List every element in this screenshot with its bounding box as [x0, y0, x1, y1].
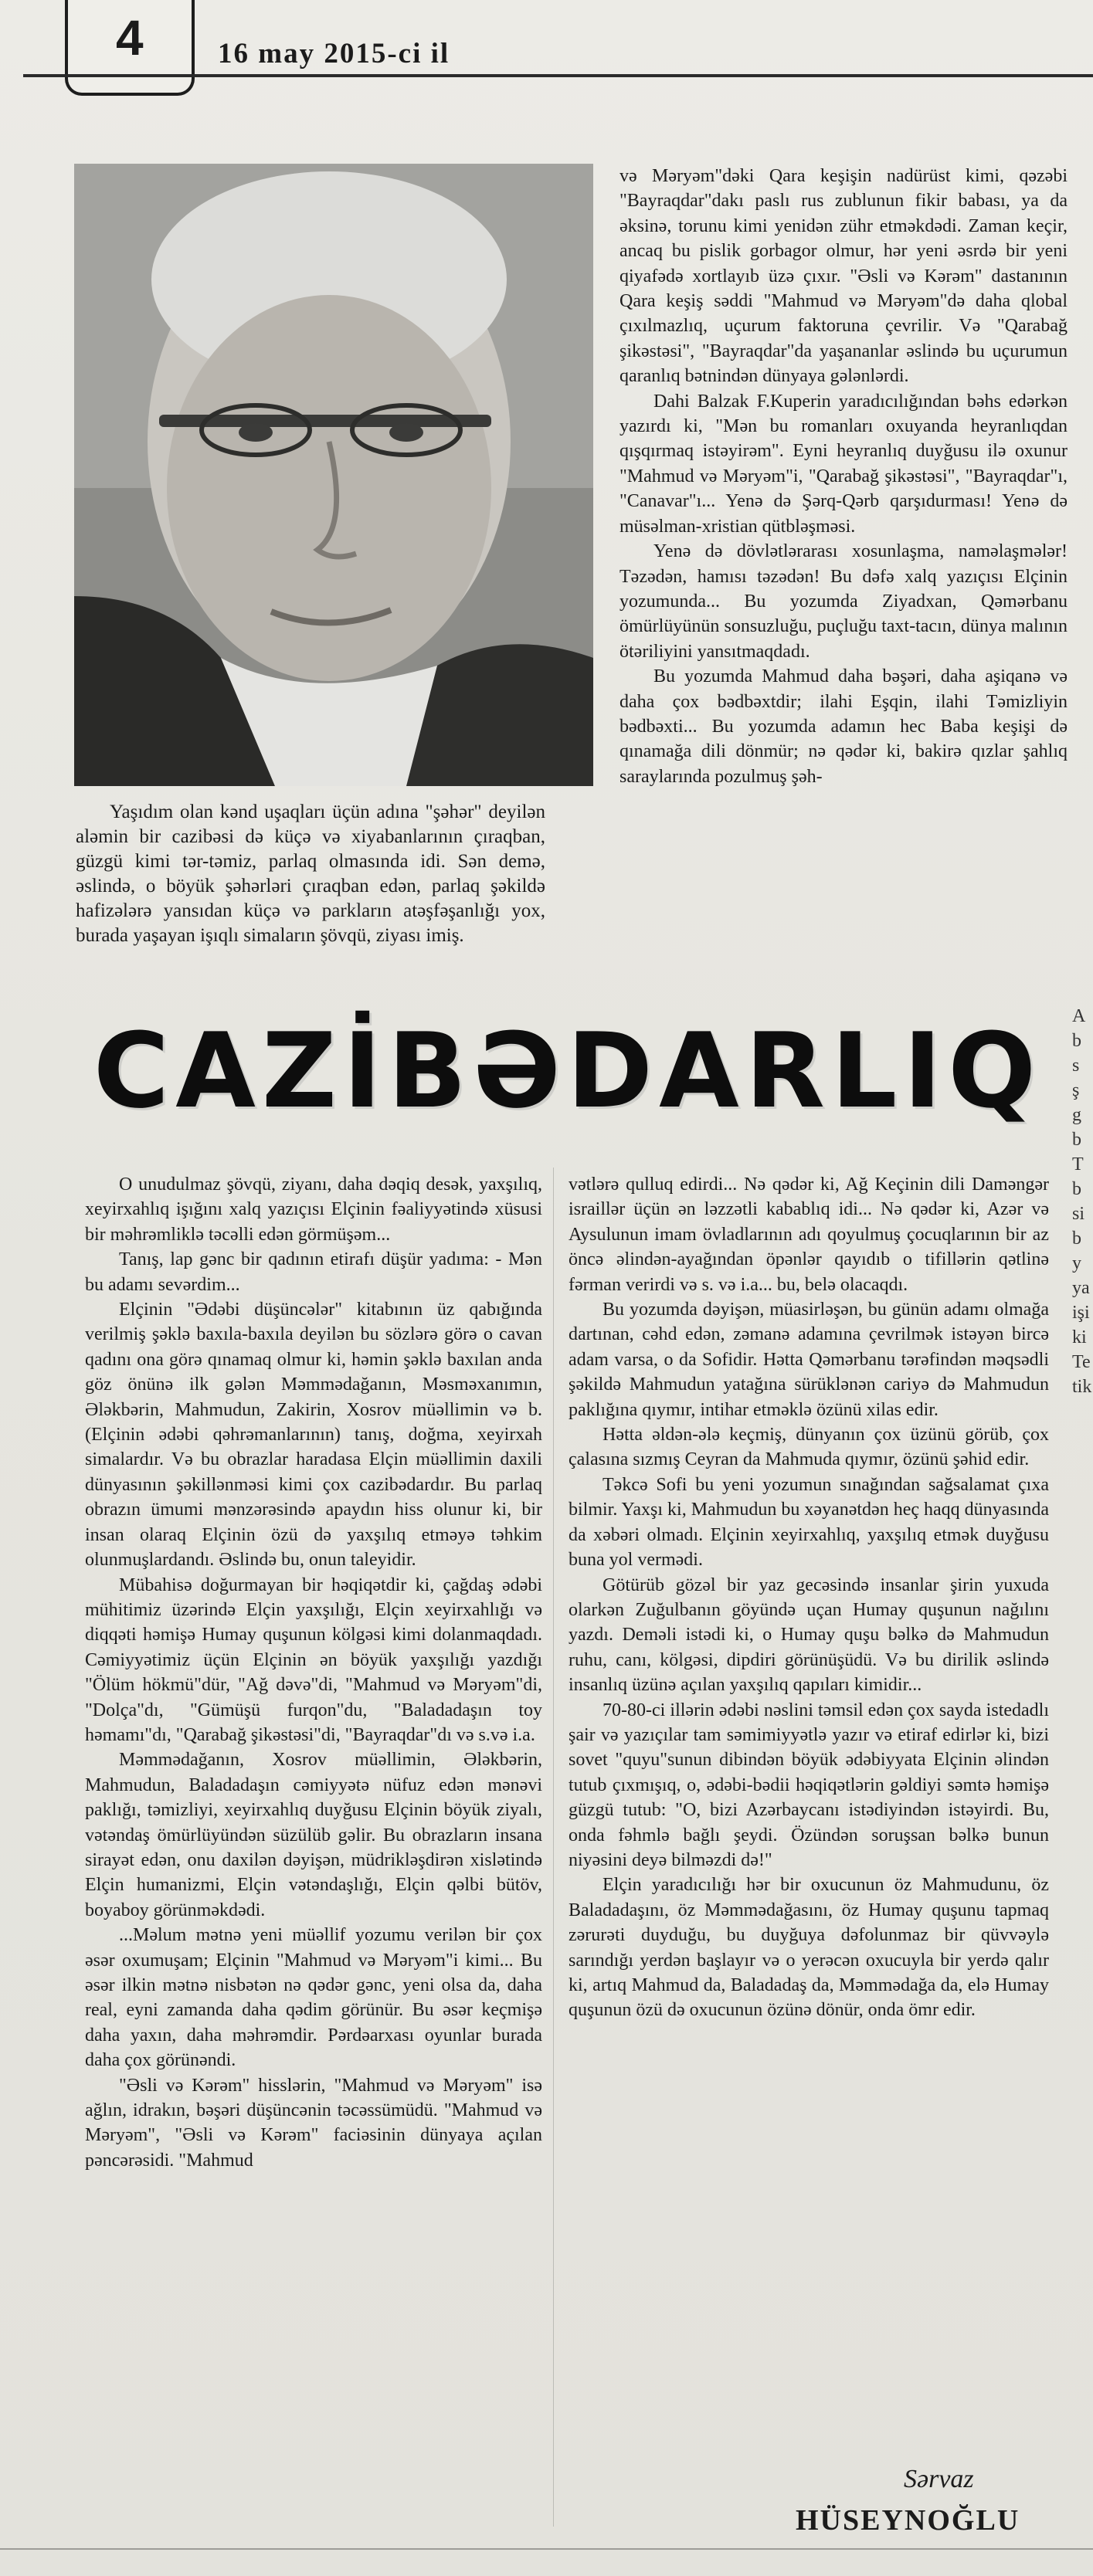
paragraph: ...Məlum mətnə yeni müəllif yozumu verilən bir çox əsər oxumuşam; Elçinin "Mahmud və Məryəm"i kimi... Bu əsər ilkin mətnə nisbətən nə qədər gənc, yeni olsa da, daha real, eyni zamanda daha qədim görünür. Bu əsər keçmişə daha yaxın, daha məhrəmdir. Pərdəarxası oyunlar burada daha çox görünəndi. — [85, 1925, 542, 2071]
edge-fragment: tik — [1072, 1377, 1092, 1397]
edge-fragment: g — [1072, 1105, 1081, 1125]
paragraph: vətlərə qulluq edirdi... Nə qədər ki, Ağ Keçinin dili Daməngər israillər üçün ən ləzzətli kabablıq idi... Nə qədər ki, Azər və Aysulunun imam övladlarının adı qoyulmuş çocuqlarının bir az öncə əlindən-ayağından öpənlər qayıdıb o tifillərin qətlinə fərman verirdi və s. və i.a... bu, belə olacaqdı. — [569, 1174, 1049, 1295]
paragraph: Bu yozumda dəyişən, müasirləşən, bu günün adamı olmağa dartınan, cəhd edən, zəmanə adamına çevrilmək istəyən bircə adam varsa, o da Sofidir. Hətta Qəmərbanu tərəfindən məqsədli şəkildə Mahmudun yatağına sürüklənən cariyə də Mahmudun paklığına qıymır, intihar etməklə özünü xilas edir. — [569, 1300, 1049, 1420]
paragraph: Mübahisə doğurmayan bir həqiqətdir ki, çağdaş ədəbi mühitimiz üzərində Elçin yaxşılığı, Elçin xeyirxahlığı və diqqəti həmişə Humay quşunun kölgəsi kimi dolanmaqdadı. Cəmiyyətimiz üçün Elçinin ən böyük yaxşılığı yazdığı "Ölüm hökmü"dür, "Ağ dəvə"di, "Mahmud və Məryəm"di, "Dolça"dı, "Gümüşü furqon"du, "Baladadaşın toy həmamı"dı, "Qarabağ şikəstəsi"di, "Bayraqdar"dı və s.və i.a. — [85, 1574, 542, 1745]
paragraph: Hətta əldən-ələ keçmiş, dünyanın çox üzünü görüb, çox çalasına sızmış Ceyran da Mahmuda qıymır, özünü şəhid edir. — [569, 1425, 1049, 1470]
paragraph: "Əsli və Kərəm" hisslərin, "Mahmud və Məryəm" isə ağlın, idrakın, bəşəri düşüncənin təcəssümüdü. "Mahmud və Məryəm", "Əsli və Kərəm" faciəsinin dünyaya açılan pəncərəsidi. "Mahmud — [85, 2075, 542, 2171]
paragraph: Elçin yaradıcılığı hər bir oxucunun öz Mahmudunu, öz Baladadaşını, öz Məmmədağasını, öz Humay quşunu tapmaq zərurəti duyduğu, bu duyğuya dəfolunmaz bir qüvvəylə sarındığı yerdən başlayır və o yerəcən oxucuyla bir yerdə qalır ki, artıq Mahmud da, Baladadaş da, Məmmədağa da, elə Humay quşunun özü də oxucunun özünə dönür, onda ömr edir. — [569, 1875, 1049, 2021]
edge-fragment: ki — [1072, 1327, 1087, 1347]
left-column — [85, 1172, 542, 2173]
edge-fragment: b — [1072, 1179, 1081, 1199]
paragraph: Götürüb gözəl bir yaz gecəsində insanlar şirin yuxuda olarkən Zuğulbanın göyündə uçan Humay quşunun nağılını yazdı. Deməli istədi ki, o Humay quşu bəlkə də Mahmudun ruhu, canı, kölgəsi, dipdiri görünüşüdü. Və bu dirilik əslində insanlıq üzünə açılan yaxşılıq qapıları kimidir... — [569, 1574, 1049, 1696]
edge-fragment: s — [1072, 1056, 1080, 1076]
author-first-name: Sərvaz — [904, 2465, 974, 2493]
paragraph: Yenə də dövlətlərarası xosunlaşma, naməlaşmələr! Təzədən, hamısı təzədən! Bu dəfə xalq yazıçısı Elçinin yozumunda... Bu yozumda Ziyadxan, Qəmərbanu ömürlüyünün sonsuzluğu, puçluğu taxt-tacın, dünya malının ötəriliyini yansıtmaqdadı. — [619, 541, 1068, 662]
paragraph: 70-80-ci illərin ədəbi nəslini təmsil edən çox sayda istedadlı şair və yazıçılar tam səmimiyyətlə yazır və etiraf edirlər ki, bizi sovet "quyu"sunun dibindən böyük ədəbiyyata Elçinin əlindən tutub çıxmışıq, o, ədəbi-bədii həqiqətlərin gəldiyi səmtə həmişə güzgü tutub: "O, bizi Azərbaycanı istədiyindən istəyirdi. Bu, onda fəhmlə bağlı şeydi. Özündən soruşsan bəlkə bunun niyəsini deyə bilməzdi də!" — [569, 1700, 1049, 1870]
portrait-photo — [74, 164, 593, 786]
edge-fragment: işi — [1072, 1303, 1090, 1323]
paragraph: Məmmədağanın, Xosrov müəllimin, Ələkbərin, Mahmudun, Baladadaşın cəmiyyətə nüfuz edən mənəvi paklığı, təmizliyi, xeyirxahlıq duyğusu Elçinin böyük ziyalı, vətəndaş ömürlüyündən süzülüb gəlir. Bu obrazların insana sirayət edən, onu daxilən dəyişən, müdrikləşdirən xislətində Elçin humanizmi, Elçin vətəndaşlığı, Elçin qəlbi bütöv, boyaboy görünməkdədi. — [85, 1750, 542, 1920]
paragraph: və Məryəm"dəki Qara keşişin nadürüst kimi, qəzəbi "Bayraqdar"dakı paslı rus zublunun fikir babası, ya da əksinə, torunu kimi yenidən zühr etməkdədi. Zaman keçir, ancaq bu pislik gorbagor olmur, hər yeni əsrdə bir yeni qiyafədə xortlayıb üzə çıxır. "Əsli və Kərəm" dastanının Qara keşiş səddi "Mahmud və Məryəm"də daha qlobal çıxılmazlıq, uçurum faktoruna çevrilir. Və "Qarabağ şikəstəsi", "Bayraqdar"da yaşananlar əslində bu uçurumun qaranlıq bətnindən dünyaya gələnlərdi. — [619, 166, 1068, 387]
edge-fragment: A — [1072, 1006, 1086, 1026]
column-divider — [553, 1168, 554, 2527]
edge-fragment: b — [1072, 1031, 1081, 1051]
edge-fragment: Te — [1072, 1352, 1091, 1372]
caption-text: Yaşıdım olan kənd uşaqları üçün adına "şəhər" deyilən aləmin bir cazibəsi də küçə və xiyabanlarının çıraqban, güzgü kimi tər-təmiz, parlaq olmasında idi. Sən demə, əslində, o böyük şəhərləri çıraqban edən, parlaq şəkildə hafizələrə yansıdan küçə və parkların atəşfəşanlığı yox, burada yaşayan işıqlı simaların şövqü, ziyası imiş. — [76, 802, 545, 946]
paragraph: O unudulmaz şövqü, ziyanı, daha dəqiq desək, yaxşılıq, xeyirxahlıq işığını xalq yazıçısı Elçinin fəaliyyətində xüsusi bir məhrəmliklə təcəlli edən görmüşəm... — [85, 1174, 542, 1245]
right-column — [569, 1172, 1049, 2023]
paragraph: Bu yozumda Mahmud daha bəşəri, daha aşiqanə və daha çox bədbəxtdir; ilahi Eşqin, ilahi Təmizliyin bədbəxti... Bu yozumda adamın hec Baba keşişi də qınamağa dili dönmür; nə qədər ki, bakirə qızlar şahlıq saraylarında pozulmuş şəh- — [619, 666, 1068, 787]
issue-date: 16 may 2015-ci il — [218, 38, 450, 69]
edge-fragment: T — [1072, 1154, 1084, 1174]
headline: CAZİBƏDARLIQ — [93, 1011, 1043, 1131]
bottom-rule — [0, 2548, 1093, 2550]
edge-fragment: ya — [1072, 1278, 1090, 1298]
top-right-column — [619, 164, 1068, 789]
edge-fragment: y — [1072, 1253, 1081, 1273]
portrait-illustration — [74, 164, 593, 786]
edge-fragment: b — [1072, 1130, 1081, 1150]
edge-fragment: ş — [1072, 1080, 1080, 1100]
adjacent-column-fragment — [1072, 1004, 1093, 2317]
page-number: 4 — [116, 10, 144, 66]
edge-fragment: b — [1072, 1229, 1081, 1249]
paragraph: Təkcə Sofi bu yeni yozumun sınağından sağsalamat çıxa bilmir. Yaxşı ki, Mahmudun bu xəyanətdən heç haqq dünyasında da xəbəri olmadı. Elçinin xeyirxahlıq, yaxşılıq etmək duyğusu buna yol vermədi. — [569, 1474, 1049, 1571]
author-last-name: HÜSEYNOĞLU — [796, 2504, 1020, 2537]
photo-caption — [76, 800, 545, 948]
paragraph: Dahi Balzak F.Kuperin yaradıcılığından bəhs edərkən yazırdı ki, "Mən bu romanları oxuyanda heyranlıqdan qışqırmaq istəyirəm". Eyni heyranlıq duyğusu ilə oxunur "Mahmud və Məryəm"i, "Qarabağ şikəstəsi", "Bayraqdar"ı, "Canavar"ı... Yenə də Şərq-Qərb qarşıdurması! Yenə də müsəlman-xristian qütbləşməsi. — [619, 391, 1068, 537]
edge-fragment: si — [1072, 1204, 1085, 1224]
header-rule — [23, 74, 1093, 77]
paragraph: Tanış, lap gənc bir qadının etirafı düşür yadıma: - Mən bu adamı sevərdim... — [85, 1249, 542, 1295]
paragraph: Elçinin "Ədəbi düşüncələr" kitabının üz qabığında verilmiş şəklə baxıla-baxıla deyilən bu sözlərə görə o cavan qadını ona görə qınamaq olmur ki, həmin şəklə baxılan anda göz önünə ilk gələn Məmmədağanın, Məsməxanımın, Ələkbərin, Mahmudun, Zakirin, Xosrov müəllimin və b. (Elçinin ədəbi qəhrəmanlarının) tanış, doğma, xeyirxah simalardır. Və bu obrazlar haradasa Elçin müəllimin daxili dünyasının şəkillənməsi kimi çox cazibədardır. Bu parlaq obrazın ümumi mənzərəsində apaydın hiss olunur ki, bir insan olaraq Elçinin özü də yaxşılıq etməyə təhkim olunmuşlardandı. Əslində bu, onun taleyidir. — [85, 1300, 542, 1571]
